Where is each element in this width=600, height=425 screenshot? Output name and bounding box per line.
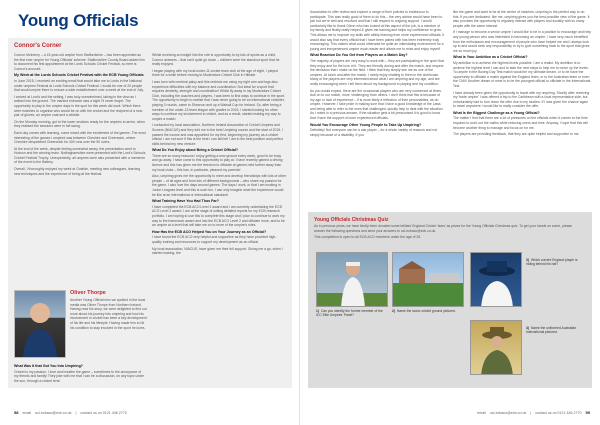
oliver-name: Oliver Thorpe [70, 290, 106, 296]
connor-subheading: My Week at the Lords Schools Cricket Festival with the ECB Young Officials [14, 73, 144, 78]
oliver-paragraph: As you would expect, there are the occasional players who are very concerned at times. Ask on to our match, more ‘challenging’ than others. I don't think that this is because of my age or lack of experience – it is more likely a reflection of their personalities, as do umpire. However, I take pride in making sure that I have a good knowledge of the Laws and being able to refer to the ones that challenged, quickly help to deal with the situation. As I noted in a previous answer, if the situation gets a bit pressurised it is good to know that I have the support of more experienced officials. [310, 88, 444, 121]
footer-contact: contact us on 0121 446 2770 [80, 410, 127, 415]
quiz-number-4: 4) [526, 326, 529, 330]
quiz-question-1: Can you identify the former member of the ICC Elite Umpires' Panel? [316, 309, 383, 318]
oliver-paragraph: like the game and want to be at the centre of matches, umpiring is the perfect way to do this. If you are dedicated, like me, umpiring gives you the best possible view of the game. It also provides the opportunity to regularly interact with players and socially with so many people with the same interest. [453, 10, 590, 28]
quiz-photo-1 [316, 252, 388, 307]
oliver-paragraph: The matter I find that there are a lot of pressures on the officials when it comes to the time required to work out the maths while reducing overs and time. Anyway, I hope that this will become another thing to manage and focus on for me. [453, 116, 588, 130]
christmas-quiz-box [308, 212, 592, 388]
soldier-icon [471, 321, 522, 375]
page-number: 59 [585, 410, 590, 415]
oliver-paragraph: My ambition is to achieve the highest levels possible. I am a realist. My ambition is to achieve the highest level I can and to take the next steps to help me to move up the levels. To umpire in the Boxing Day Test match would be my ultimate dream, or to be have the opportunity to officiate a match against the England team, or to the Australian team or even the CMV! Another dream of mine is to be the youngest official to officiate in the International Test. [453, 60, 591, 88]
connor-paragraph: I contacted my local association, Northern Ireland Association of Cricket Umpires and Scorers (NIACUS) and they told me to the best Umpiring course and the start of 2015. I passed the course and was appointed for my first, beginning my journey as a cricket official. I am not sure if this is the best I can still be! I am in the best position and perfect skills behind my new venture. [152, 123, 283, 146]
oliver-subheading: What is Your Ambition as a Cricket Official? [453, 55, 528, 60]
oliver-thorpe-photo [14, 290, 66, 358]
connor-paragraph: On the Monday morning, got to the lower sections ready for the umpires to arrive, when they realised the sessions were in full swing. [14, 119, 145, 129]
umpire-icon [317, 253, 388, 307]
oliver-answer: Cricket is my passion. I love and breathe the game – sometimes to the annoyance of my friends and family! They joke with me that I can be a discussion, on any topic under the sun, through a cricket lens! [14, 369, 145, 383]
oliver-intro: Another Young Official who we spotted in the local media was Oliver Thorpe from Northern Ireland. Having read his story, we were delighted to find out more about his journey into umpiring and how his involvement in cricket has been a key development of his life and his lifestyle. Having made him to hit his condition to stay involved in the sport he loves. [70, 298, 147, 330]
oliver-paragraph: Definitely! Not everyone can be a star player – for a whole variety of reasons and not simply because of a disability. If you [310, 128, 438, 137]
connor-paragraph: Overall, I thoroughly enjoyed my week at Outside, meeting new colleagues, learning new techniques and the experience of being at the festival. [14, 167, 141, 176]
page-number: 58 [14, 410, 19, 415]
connors-corner-heading: Connor's Corner [14, 43, 62, 49]
player-hat-icon [471, 253, 522, 307]
footer-email-link[interactable]: ucl-ecbaco@ecb.co.uk [489, 410, 527, 415]
quiz-caption-3 [526, 258, 586, 267]
connor-subheading: What Do You Enjoy about Being a Cricket Official? [152, 148, 239, 153]
footer-email-label: email [22, 410, 32, 415]
quiz-question-3: Which current England player is hiding behind his hat? [526, 258, 578, 267]
quiz-note: This competition is open to all ECB ACO members under the age of 25. [314, 235, 422, 240]
oliver-paragraph: I have already been given the opportunity to travel with my umpiring. Shortly after receiving my 'trade umpire' I was offered a trip to the Caribbean with a local representative side, but unfortunately had to turn down the offer due to my studies. If I was given the chance again to travel anywhere I would like to really consider the offer. [453, 90, 590, 109]
page-title: Young Officials [18, 11, 139, 30]
right-footer [477, 410, 590, 415]
oliver-paragraph: The majority of players are very easy to work with – they are participating in the sport that they enjoy and for the love of it. They are friendly during and after the match, and respect the decisions that I make on the field. I think that they simply see me as one of the umpires. At lunch and after the match, I rarely enjoy chatting to them in the clubhouse. Many of the players are very interested about what I am umpiring and my age, and are really encouraging when I tell them about my background in playing and my condition. [310, 58, 444, 86]
quiz-photo-4 [470, 320, 522, 375]
quiz-intro-text: As in previous years, we have kindly been donated some brilliant England Cricket 'stars' as prizes for the Young Officials Christmas quiz. To get your hands on some, please answer the following questions and send your answers to ucl-ecbaco@ecb.co.uk. [314, 224, 573, 233]
connor-paragraph: I have found the ECB ACO very helpful and supportive as they have provided high-quality training and resources to support my development as an official. [152, 235, 277, 244]
connor-column-1 [14, 53, 146, 178]
quiz-caption-1 [316, 309, 388, 318]
connor-subheading: What Training Have You Had Thus Far? [152, 199, 219, 204]
connor-paragraph: Connor McInerny – a 15-year-old umpire from Staffordshire – has been appointed as the first ever umpire for Young Officials' scheme. Staffordshire County Board asked him to document his first appointment at the Lords Schools Cricket Festival, so here is Connor's account. [14, 53, 145, 71]
footer-separator: | [530, 410, 532, 415]
quiz-question-2: Name the iconic cricket ground pictured. [396, 309, 456, 313]
connor-subheading: How Has the ECB ACO Helped You on Your Journey as an Official? [152, 229, 267, 234]
quiz-photo-2 [392, 252, 464, 307]
footer-email-label: email [477, 410, 486, 415]
oliver-column-2 [453, 10, 591, 139]
footer-email-link[interactable]: ucl-ecbaco@ecb.co.uk [35, 410, 72, 415]
connor-paragraph: Also, umpiring gives me the opportunity to meet and develop friendships with lots of other people – of all ages and from lots of different backgrounds – who share my passion for the game. I also love the days around games. The days I work, or that I am working in Junior Leagues level and this is such fun. I can only imagine what the experience would be like at an international or international standard! [152, 174, 287, 197]
footer-contact: contact us on 0121 446 2770 [535, 410, 582, 415]
stadium-icon [393, 253, 464, 307]
left-footer [14, 410, 127, 415]
quiz-caption-2 [392, 309, 464, 313]
oliver-question-block [14, 362, 146, 385]
connor-paragraph: I began playing with my local under-11 cricket team club at the age of eight, I played three for a while before moving to Moderators Cricket Club in Hillside. [152, 68, 278, 78]
oliver-subheading: Would You Encourage Other Young People to Take Up Umpiring? [310, 122, 422, 127]
connor-column-2 [152, 53, 286, 258]
connor-paragraph: At the end of the week, despite feeling somewhat weary, the presentation went to Hudson and the winning team. Nottinghamshire were presented with the Lord's Schools Cricket Festival Trophy. Unexpectedly, all umpires were also presented with a memento of the event to the Battery. [14, 146, 146, 165]
oliver-subheading: What Is the Biggest Challenge as a Young Official? [453, 110, 540, 115]
connor-paragraph: There are so many reasons I enjoy getting a new ground every week, good to be busy and go away. I have come to this opportunity to play at. I have recently gained a driving licence and this has given me the freedom to officiate at games held further away than my local clubs – this has, in particular, pleased my parents! [152, 153, 283, 172]
oliver-paragraph: The players are providing feedback, that they are quite helpful and supportive to me. [453, 132, 580, 137]
quiz-intro [314, 224, 582, 242]
footer-separator: | [75, 410, 77, 415]
connor-paragraph: I was born with cerebral palsy and this restricts me using my right arm and legs also experience difficulties with my balance and coordination. Not ideal for a sport that requires dexterity, strength and coordination! Whilst fly away in my Moderators Cricket Club, including the coaches and players, I was keen to find ways to continue in the sport. The opportunity to begin to realise that I was never going to be an International cricketer, playing 3 rounds, came to Shannon and up a Walsall Cup for Ireland. So, after being a member of the under-13 team league with grades in 2015, I started looking for other ways to continue my involvement in cricket, and as a result, started making my way to umpire a match. [152, 79, 286, 121]
quiz-number-1: 1) [316, 309, 319, 313]
quiz-photo-3 [470, 252, 522, 307]
connor-paragraph: Whilst receiving an insight into the role is opportunity to try lots of sports as a child, Connor answers – that can't quite go down – children were the standout sport that he really enjoyed. [152, 53, 280, 67]
portrait-icon [15, 291, 65, 357]
quiz-number-2: 2) [392, 309, 395, 313]
oliver-question: What Was It that Got You Into Umpiring? [14, 364, 84, 368]
oliver-paragraph: Association to offer review and explore a range of their policies to endeavour to participate. This was really good of them to do this – the very advice would have been to join but we're well and resolved and that I still respect to ongoing support. I would particularly like to thank Glenn who has looked at this aspect of the job, is a member of my family and finally really helped & gives me training and helps my confidence to grow. This allows me to improve my skills with ability learning from more experienced officials. It would also say that every official that I have been paired with has been extremely truly encouraging. This makes what could otherwise be quite an intimidating environment for a young and inexperienced umpire much easier and allows me to relax and enjoy myself. [310, 10, 445, 51]
connor-paragraph: In June 2015, I received an exciting email that would take me to Lords in the National under umpires Festival at Lords Schools Cricket Festival. I would be one of 20 people that would umpire there to ensure a wide establishment over a week at the end of July. [14, 78, 144, 93]
quiz-heading: Young Officials Christmas Quiz [314, 217, 389, 223]
oliver-paragraph: If I manage to become a senior umpire I would like to be in a position to encourage and help any young person who was interested in becoming an umpire. I have very much benefited from the enthusiasm and encouragement of people who have helped me and I always look up to and would seek any responsibility to try to give something back to the sport that gives me so much joy. [453, 30, 591, 53]
quiz-number-3: 3) [526, 258, 529, 262]
connor-paragraph: I arrived at Lord's and the setting, I was truly overwhelmed, taking in the view as I walked into the ground. The marked entrance was a sight I'll never forget. The opportunity to play in the umpire days in the spot for this week did work. Which there were matches to organise who would be on with the cricket and the recipient of a new pair of gloves, an umpire coat and a whistle. [14, 94, 143, 118]
quiz-question-4: Name the uniformed Australian International pictured. [526, 326, 577, 335]
connor-paragraph: My local association, NIACUS, have given me their full support. Giving me a go, when I started making, the [152, 246, 283, 256]
oliver-column-1 [310, 10, 445, 139]
connor-paragraph: I have completed the ECB ACO Level 1 award and I am currently undertaking the ECB ACO Level 2 award. I am at the stage of writing detailed reports for my ECB research portfolio. I am hoping to use this to complete this stage and I plan to continue to work my way to the framework award and into the ECB ACO Level 2 and officiate more, and to be an umpire at a level that will take me on to more of the umpire's roles. [152, 204, 285, 228]
right-page [300, 0, 600, 425]
connor-paragraph: Each day comes with learning, come mixed with the excitement of the games. The most interesting of the games I umpired was between Cheshire and Greenwich, where Cheshire despatched Greenwich for 400 runs over the 50 overs. [14, 130, 146, 145]
oliver-subheading: What Reaction Do You Get from Players on a Match Day? [310, 53, 408, 58]
quiz-caption-4 [526, 326, 586, 335]
